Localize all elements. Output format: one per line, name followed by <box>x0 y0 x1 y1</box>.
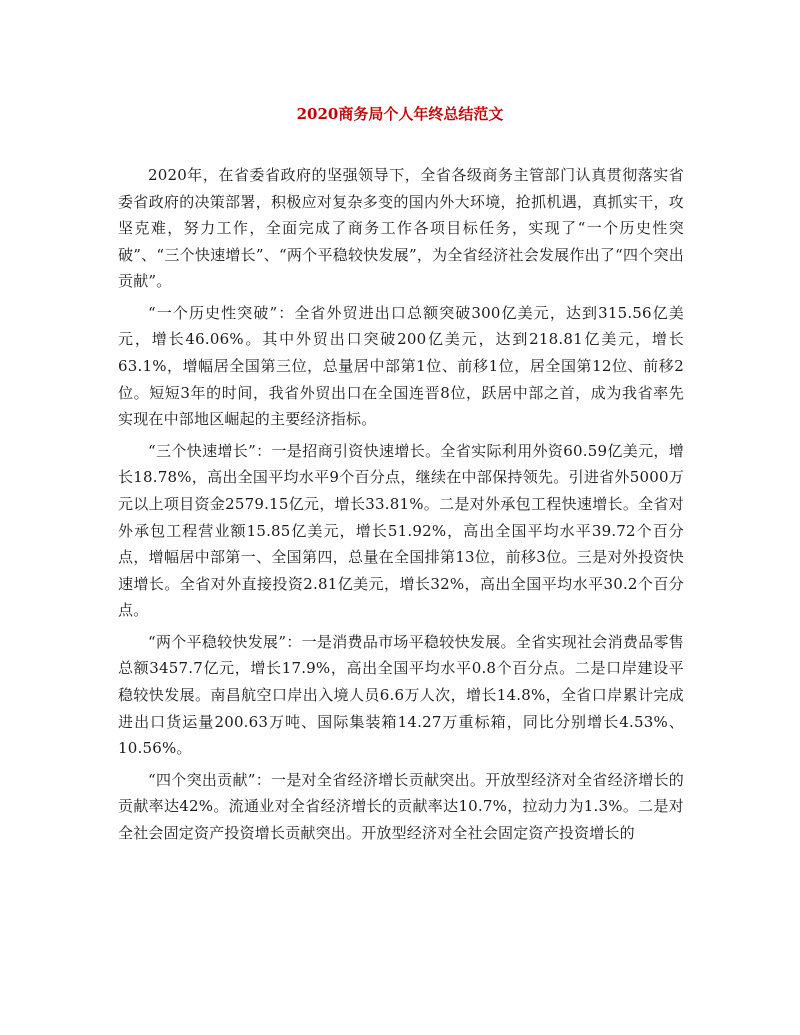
document-body <box>118 162 684 851</box>
paragraph-intro: 2020年，在省委省政府的坚强领导下，全省各级商务主管部门认真贯彻落实省委省政府的决策部署，积极应对复杂多变的国内外大环境，抢抓机遇，真抓实干，攻坚克难，努力工作，全面完成了商务工作各项目标任务，实现了“一个历史性突破”、“三个快速增长”、“两个平稳较快发展”，为全省经济社会发展作出了“四个突出贡献”。 <box>118 166 684 291</box>
paragraph-four-contributions: “四个突出贡献”：一是对全省经济增长贡献突出。开放型经济对全省经济增长的贡献率达42%。流通业对全省经济增长的贡献率达10.7%，拉动力为1.3%。二是对全社会固定资产投资增长贡献突出。开放型经济对全社会固定资产投资增长的 <box>118 770 684 842</box>
paragraph-two-steady-developments: “两个平稳较快发展”：一是消费品市场平稳较快发展。全省实现社会消费品零售总额3457.7亿元，增长17.9%，高出全国平均水平0.8个百分点。二是口岸建设平稳较快发展。南昌航空口岸出入境人员6.6万人次，增长14.8%，全省口岸累计完成进出口货运量200.63万吨、国际集装箱14.27万重标箱，同比分别增长4.53%、10.56%。 <box>118 632 684 758</box>
paragraph-three-rapid-growths: “三个快速增长”：一是招商引资快速增长。全省实际利用外资60.59亿美元，增长18.78%，高出全国平均水平9个百分点，继续在中部保持领先。引进省外5000万元以上项目资金2579.15亿元，增长33.81%。二是对外承包工程快速增长。全省对外承包工程营业额15.85亿美元，增长51.92%，高出全国平均水平39.72个百分点，增幅居中部第一、全国第四，总量在全国排第13位，前移3位。三是对外投资快速增长。全省对外直接投资2.81亿美元，增长32%，高出全国平均水平30.2个百分点。 <box>118 441 684 620</box>
document-title: 2020商务局个人年终总结范文 <box>296 105 504 123</box>
paragraph-historic-breakthrough: “一个历史性突破”：全省外贸进出口总额突破300亿美元，达到315.56亿美元，增长46.06%。其中外贸出口突破200亿美元，达到218.81亿美元，增长63.1%，增幅居全国第三位，总量居中部第1位、前移1位，居全国第12位、前移2位。短短3年的时间，我省外贸出口在全国连晋8位，跃居中部之首，成为我省率先实现在中部地区崛起的主要经济指标。 <box>118 303 684 429</box>
